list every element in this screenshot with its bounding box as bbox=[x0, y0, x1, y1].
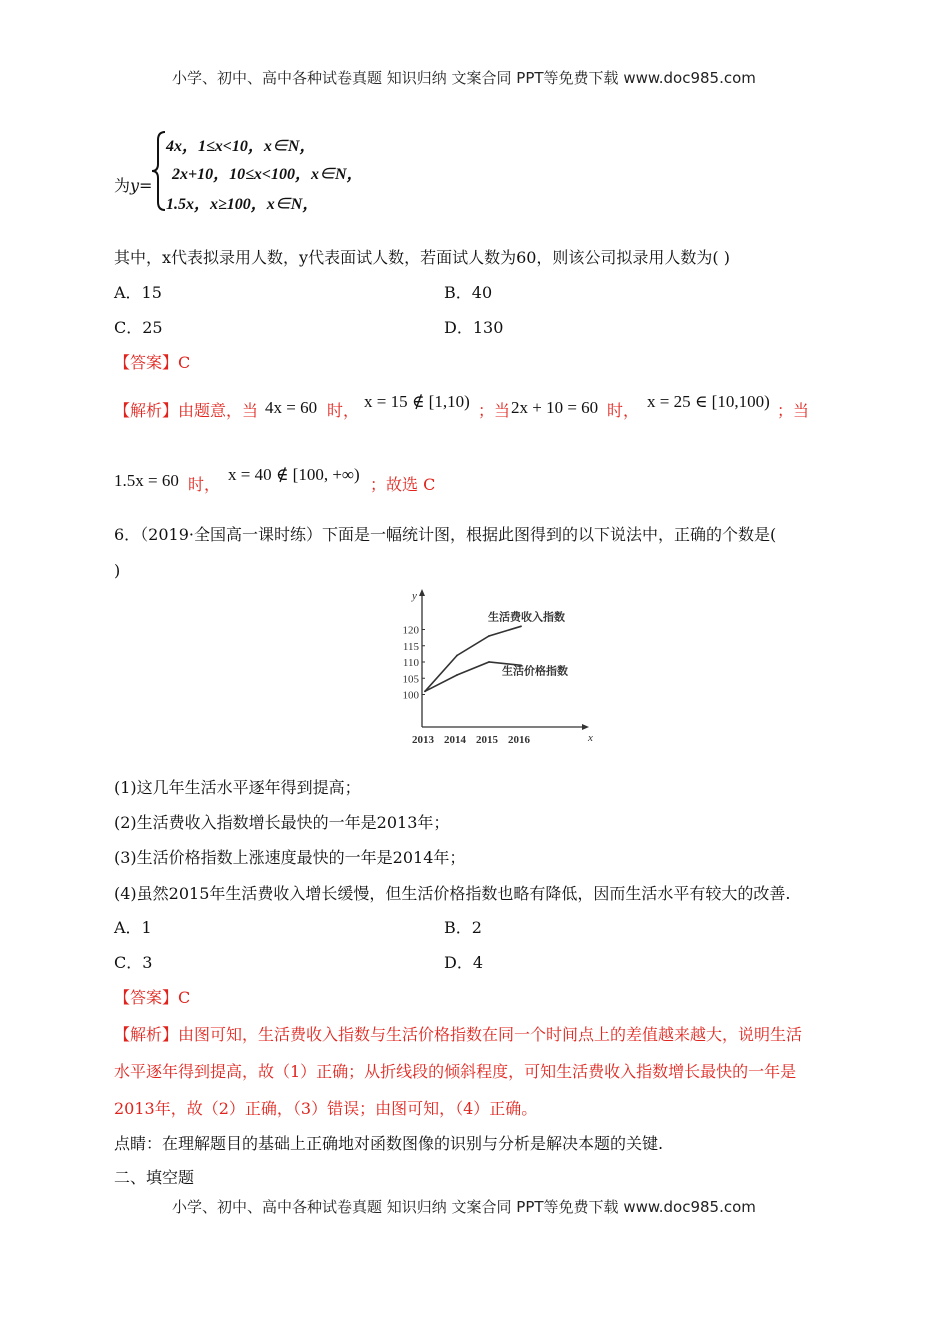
q6-analysis-line2: 水平逐年得到提高，故（1）正确；从折线段的倾斜程度，可知生活费收入指数增长最快的一年是 bbox=[114, 1062, 797, 1081]
series-label-2: 生活价格指数 bbox=[502, 665, 568, 678]
series-label-1: 生活费收入指数 bbox=[488, 611, 565, 624]
data-point bbox=[488, 661, 490, 663]
case-line-1: 4x，1≤x<10，x∈N， bbox=[166, 138, 316, 155]
analysis-text: 时， bbox=[188, 475, 221, 494]
case-line-2: 2x+10，10≤x<100，x∈N， bbox=[172, 166, 363, 183]
analysis-text: ；当 bbox=[777, 401, 810, 420]
q6-stem-line1: 6．（2019·全国高一课时练）下面是一幅统计图，根据此图得到的以下说法中，正确的个数是( bbox=[114, 525, 777, 544]
q6-statement-2: (2)生活费收入指数增长最快的一年是2013年； bbox=[114, 813, 450, 832]
q6-comment: 点睛：在理解题目的基础上正确地对函数图像的识别与分析是解决本题的关键. bbox=[114, 1134, 664, 1153]
q5-answer: 【答案】C bbox=[114, 353, 191, 372]
q6-analysis-line1: 【解析】由图可知，生活费收入指数与生活价格指数在同一个时间点上的差值越来越大，说明生活 bbox=[114, 1025, 803, 1044]
q5-option-d: D．130 bbox=[444, 318, 504, 337]
q6-statement-4: (4)虽然2015年生活费收入增长缓慢，但生活价格指数也略有降低，因而生活水平有较大的改善. bbox=[114, 884, 791, 903]
y-tick-label: 105 bbox=[402, 673, 419, 686]
section-heading: 二、填空题 bbox=[114, 1168, 195, 1187]
page-footer: 小学、初中、高中各种试卷真题 知识归纳 文案合同 PPT等免费下载 www.doc985.com bbox=[172, 1198, 756, 1216]
function-prefix: 为y= bbox=[114, 176, 153, 195]
x-tick-label: 2015 bbox=[476, 734, 498, 746]
line-chart bbox=[390, 585, 600, 750]
analysis-text: ；故选 C bbox=[370, 475, 436, 494]
data-point bbox=[424, 690, 426, 692]
y-tick-label: 120 bbox=[402, 624, 419, 637]
q5-text: 其中，x代表拟录用人数，y代表面试人数，若面试人数为60，则该公司拟录用人数为( ) bbox=[114, 248, 730, 267]
y-axis-arrow bbox=[419, 589, 425, 596]
q6-statement-1: (1)这几年生活水平逐年得到提高； bbox=[114, 778, 361, 797]
q5-option-c: C．25 bbox=[114, 318, 163, 337]
analysis-text: 时， bbox=[327, 401, 360, 420]
q5-analysis-label: 【解析】 bbox=[114, 401, 179, 420]
math-expr: 2x + 10 = 60 bbox=[511, 398, 599, 417]
data-point bbox=[456, 655, 458, 657]
analysis-text: 时， bbox=[607, 401, 640, 420]
q5-option-b: B．40 bbox=[444, 283, 493, 302]
q6-analysis-line3: 2013年，故（2）正确，（3）错误；由图可知，（4）正确。 bbox=[114, 1099, 538, 1118]
q6-option-c: C．3 bbox=[114, 953, 153, 972]
x-tick-label: 2013 bbox=[412, 734, 434, 746]
math-expr: 4x = 60 bbox=[265, 398, 318, 417]
y-axis-label: y bbox=[412, 590, 417, 602]
series-line-1 bbox=[425, 626, 521, 691]
data-point bbox=[520, 625, 522, 627]
data-point bbox=[456, 674, 458, 676]
q5-option-a: A．15 bbox=[114, 283, 162, 302]
math-expr: x = 25 ∈ [10,100) bbox=[647, 392, 770, 411]
math-expr: 1.5x = 60 bbox=[114, 471, 179, 490]
q6-option-d: D．4 bbox=[444, 953, 484, 972]
analysis-text: 由题意，当 bbox=[178, 401, 259, 420]
y-tick-label: 100 bbox=[402, 689, 419, 702]
x-tick-label: 2014 bbox=[444, 734, 466, 746]
q6-stem-line2: ) bbox=[114, 561, 121, 580]
q6-statement-3: (3)生活价格指数上涨速度最快的一年是2014年； bbox=[114, 848, 466, 867]
y-tick-label: 115 bbox=[402, 640, 419, 653]
y-tick-label: 110 bbox=[402, 657, 419, 669]
x-axis-label: x bbox=[588, 732, 593, 744]
analysis-text: ；当 bbox=[478, 401, 511, 420]
q6-answer: 【答案】C bbox=[114, 988, 191, 1007]
q6-option-a: A．1 bbox=[114, 918, 152, 937]
math-expr: x = 15 ∉ [1,10) bbox=[364, 392, 470, 411]
math-expr: x = 40 ∉ [100, +∞) bbox=[228, 465, 360, 484]
q6-option-b: B．2 bbox=[444, 918, 482, 937]
page-header: 小学、初中、高中各种试卷真题 知识归纳 文案合同 PPT等免费下载 www.doc985.com bbox=[172, 69, 756, 87]
case-line-3: 1.5x，x≥100，x∈N， bbox=[166, 196, 319, 213]
x-tick-label: 2016 bbox=[508, 734, 530, 746]
data-point bbox=[488, 635, 490, 637]
x-axis-arrow bbox=[582, 724, 589, 730]
